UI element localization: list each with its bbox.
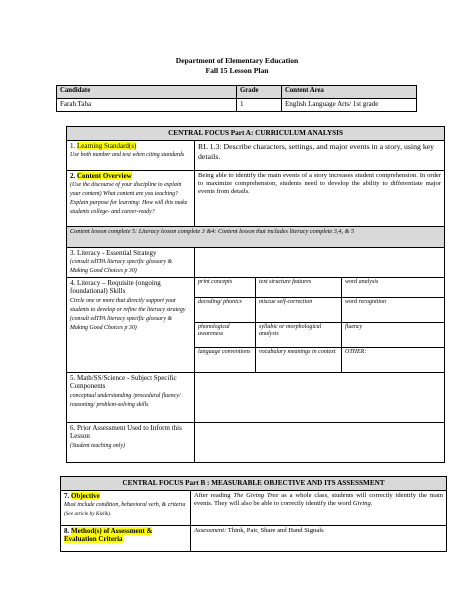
content-overview-hint: (Use the discourse of your discipline to explain your content) What content are you teaching? Explain purpose for learning: How will this make students college- and career-ready? xyxy=(70,182,188,216)
department-title: Department of Elementary Education xyxy=(175,56,299,65)
literacy-strategy-hint: (consult edTPA literacy specific glossary & Making Good Choices p 30) xyxy=(70,259,173,275)
content-overview-label-cell xyxy=(67,171,195,227)
learning-standards-value: RL 1.3: Describe characters, settings, and major events in a story, using key details. xyxy=(195,141,445,171)
skill-option[interactable]: miscue self-correction xyxy=(256,298,342,323)
learning-standards-label-cell xyxy=(67,141,195,171)
column-header: Content Area xyxy=(282,86,417,99)
objective-hint-citation: (See article by Kizlik). xyxy=(64,511,112,517)
objective-label-cell xyxy=(61,490,191,525)
literacy-skills-hint: Circle one or more that directly support your students to develop or refine the literacy strategy xyxy=(70,297,186,313)
prior-assessment-value xyxy=(195,423,445,463)
part-a-title: CENTRAL FOCUS Part A: CURRICULUM ANALYSIS xyxy=(67,127,445,141)
skill-option[interactable]: text structure features xyxy=(256,278,342,298)
skill-option[interactable]: word analysis xyxy=(342,278,445,298)
literacy-skills-hint-glossary: (consult edTPA literacy specific glossary & Making Good Choices p 30) xyxy=(70,315,173,331)
item-number: 7. xyxy=(64,491,70,500)
skill-option[interactable]: language conventions xyxy=(195,348,256,373)
skill-option[interactable]: print concepts xyxy=(195,278,256,298)
learning-standards-label: Learning Standard(s) xyxy=(77,142,137,150)
column-header: Grade xyxy=(237,86,282,99)
content-lesson-note: Content lesson complete 5: Literacy lesson complete 3 &4: Content lesson that includes literacy complete 3,4, & 5 xyxy=(67,227,445,248)
column-header: Candidate xyxy=(57,86,237,99)
prior-assessment-label-cell xyxy=(67,423,195,463)
literacy-strategy-label: 3. Literacy - Essential Strategy xyxy=(70,249,157,257)
part-b-title: CENTRAL FOCUS Part B : MEASURABLE OBJECTIVE AND ITS ASSESSMENT xyxy=(61,477,447,491)
skill-option[interactable]: word recognition xyxy=(342,298,445,323)
method-value xyxy=(191,525,447,551)
part-a-table xyxy=(66,126,445,463)
prior-assessment-hint: (Student teaching only) xyxy=(70,442,125,449)
skill-option[interactable]: vocabulary meanings in context xyxy=(256,348,342,373)
assessment-value: Think, Pair, Share and Hand Signals xyxy=(226,526,324,534)
book-title: The Giving Tree xyxy=(233,491,279,499)
skill-option[interactable]: decoding/ phonics xyxy=(195,298,256,323)
content-overview-value: Being able to identify the main events of a story increases student comprehension. In order to maximize comprehension, students need to develop the ability to differentiate major events from details. xyxy=(195,171,445,227)
content-overview-label: Content Overview xyxy=(77,172,132,180)
math-ss-science-hint: conceptual understanding /procedural fluency/ reasoning/ problem-solving skills xyxy=(70,392,181,408)
method-label-continued: Evaluation Criteria xyxy=(64,535,123,544)
math-ss-science-value xyxy=(195,373,445,423)
candidate-info-table xyxy=(56,85,417,112)
vocabulary-word: Giving xyxy=(352,499,371,507)
prior-assessment-label: 6. Prior Assessment Used to Inform this Lesson xyxy=(70,424,182,441)
part-b-table xyxy=(60,476,447,552)
math-ss-science-label-cell xyxy=(67,373,195,423)
skill-option[interactable]: fluency xyxy=(342,323,445,348)
method-label-cell xyxy=(61,525,191,551)
skill-option[interactable]: phonological awareness xyxy=(195,323,256,348)
content-area-value: English Language Arts/ 1st grade xyxy=(282,99,417,112)
skill-option[interactable]: syllabic or morphological analysis xyxy=(256,323,342,348)
literacy-skills-label-cell xyxy=(67,278,195,373)
literacy-strategy-label-cell xyxy=(67,248,195,278)
method-label: Method(s) of Assessment & xyxy=(71,526,153,535)
learning-standards-hint: Use both number and text when citing standards xyxy=(70,152,185,159)
item-number: 2. xyxy=(70,172,76,180)
assessment-label: Assessment: xyxy=(194,526,227,534)
objective-label: Objective xyxy=(71,491,100,500)
literacy-strategy-value xyxy=(195,248,445,278)
objective-hint: Must include condition, behavioral verb, & criteria xyxy=(64,502,186,509)
objective-value: After reading The Giving Tree as a whole class, students will correctly identify the main events. They will also be able to correctly identify the word Giving. xyxy=(191,490,447,525)
plan-title: Fall 15 Lesson Plan xyxy=(205,66,269,75)
math-ss-science-label: 5. Math/SS/Science - Subject Specific Components xyxy=(70,374,177,391)
skill-option[interactable]: OTHER: xyxy=(342,348,445,373)
literacy-skills-label: 4. Literacy – Requisite (ongoing foundational) Skills xyxy=(70,279,161,296)
item-number: 1. xyxy=(70,142,76,150)
item-number: 8. xyxy=(64,526,70,535)
candidate-name: Farah Taha xyxy=(57,99,237,112)
grade-value: 1 xyxy=(237,99,282,112)
